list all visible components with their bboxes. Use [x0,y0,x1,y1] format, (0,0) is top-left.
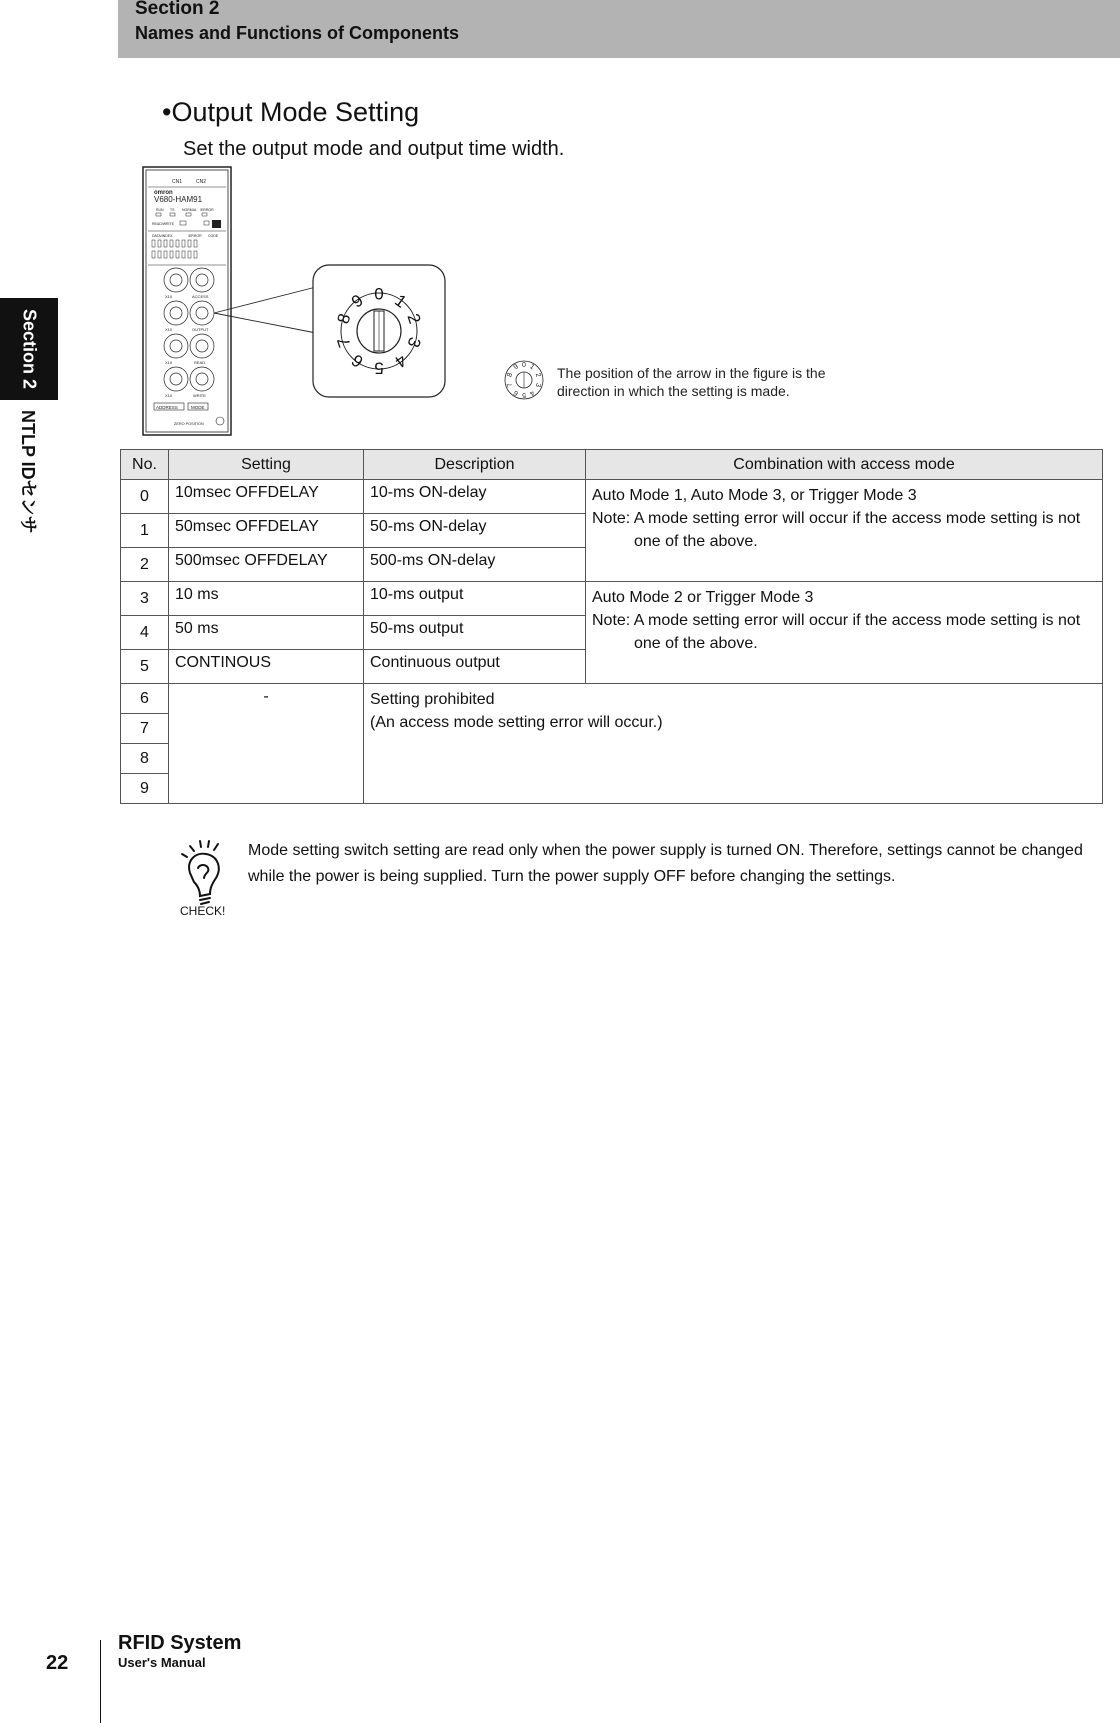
cell-no: 4 [121,616,169,650]
footer-divider [100,1640,101,1723]
indicator-run: RUN [156,208,164,212]
indicator-ts: TS [170,208,175,212]
address-label: ADDRESS [156,405,178,410]
svg-text:3: 3 [403,334,425,350]
svg-text:8: 8 [333,311,355,327]
col-header-setting: Setting [169,450,364,480]
cell-description: 500-ms ON-delay [364,548,586,582]
svg-text:9: 9 [347,290,367,312]
cn1-label: CN1 [172,179,183,185]
svg-text:5: 5 [374,358,384,378]
cell-description: 10-ms output [364,582,586,616]
indicator-error: /ERROR [200,208,214,212]
switch-label-error: /ERROR [188,234,202,238]
dial-x10-access: X10 [165,294,173,299]
cell-no: 1 [121,514,169,548]
side-tab-label: Section 2 [19,308,40,390]
header-section-label: Section 2 [135,0,220,19]
cell-description: 50-ms output [364,616,586,650]
cell-description: 50-ms ON-delay [364,514,586,548]
brand-logo: omron [154,190,173,196]
cell-no: 9 [121,774,169,804]
svg-text:2: 2 [403,311,425,327]
dial-write-label: WRITE [193,393,206,398]
combination-note: Note: A mode setting error will occur if the access mode setting is not one of the above. [592,612,1081,652]
indicator-readwrite: READ/WRITE [152,222,174,226]
page-heading: •Output Mode Setting [162,97,420,127]
check-note-text: Mode setting switch setting are read only when the power supply is turned ON. Therefore, settings cannot be changed while the power is being supplied. Turn the power supply OFF before changing the settings. [248,842,1083,885]
cell-no: 8 [121,744,169,774]
cell-no: 7 [121,714,169,744]
svg-text:5: 5 [522,391,526,399]
table-row [121,480,1103,514]
svg-text:8: 8 [506,372,515,379]
check-icon [176,838,236,918]
col-header-combination: Combination with access mode [586,450,1103,480]
cell-no: 5 [121,650,169,684]
table-header-row [121,450,1103,480]
switch-label-code: CODE [208,234,219,238]
svg-text:0: 0 [374,284,384,304]
section-header [118,0,1120,58]
cn2-label: CN2 [196,179,207,185]
device-figure [140,165,860,450]
dial-read-label: READ [194,360,206,365]
table-row [121,684,1103,714]
cell-setting: 50msec OFFDELAY [169,514,364,548]
device-model: V680-HAM91 [154,195,203,204]
svg-text:6: 6 [512,388,520,397]
side-subtitle: NTLP IDセンサ [18,410,38,534]
check-icon-label: CHECK! [180,904,226,918]
dial-x10-write: X10 [165,393,173,398]
dial-access-label: ACCESS [192,294,209,299]
table-row [121,582,1103,616]
cell-description: Continuous output [364,650,586,684]
cell-no: 3 [121,582,169,616]
prohibited-line2: (An access mode setting error will occur.) [370,714,663,731]
svg-text:2: 2 [533,372,542,379]
arrow-note: The position of the arrow in the figure is the direction in which the setting is made. [557,365,826,399]
header-subtitle: Names and Functions of Components [135,23,460,43]
intro-text: Set the output mode and output time width. [183,138,565,160]
mode-label: MODE [191,405,205,410]
svg-text:6: 6 [347,350,367,372]
cell-setting: 10 ms [169,582,364,616]
page-number: 22 [46,1652,69,1674]
svg-text:9: 9 [512,363,520,372]
col-header-no: No. [121,450,169,480]
svg-text:3: 3 [533,381,542,388]
output-mode-table [120,449,1103,804]
footer-subtitle: User's Manual [118,1655,206,1670]
combination-note: Note: A mode setting error will occur if the access mode setting is not one of the above. [592,510,1081,550]
cell-no: 0 [121,480,169,514]
combination-main: Auto Mode 1, Auto Mode 3, or Trigger Mode 3 [592,487,917,504]
cell-prohibited-description [364,684,1103,804]
svg-text:4: 4 [391,350,411,372]
cell-no: 6 [121,684,169,714]
svg-text:0: 0 [522,361,526,369]
combination-main: Auto Mode 2 or Trigger Mode 3 [592,589,814,606]
cell-setting-prohibited: - [169,684,364,804]
col-header-description: Description [364,450,586,480]
zero-position-label: ZERO POSITION [174,422,204,426]
cell-setting: 500msec OFFDELAY [169,548,364,582]
cell-setting: 50 ms [169,616,364,650]
cell-setting: 10msec OFFDELAY [169,480,364,514]
svg-text:7: 7 [506,381,515,388]
cell-combination-group2 [586,582,1103,684]
cell-combination-group1 [586,480,1103,582]
cell-description: 10-ms ON-delay [364,480,586,514]
dial-x10-output: X10 [165,327,173,332]
cell-no: 2 [121,548,169,582]
prohibited-line1: Setting prohibited [370,691,495,708]
svg-text:7: 7 [333,334,355,350]
switch-label-data: DATA/INDEX [152,234,173,238]
dial-x10-read: X10 [165,360,173,365]
dial-output-label: OUTPUT [192,327,209,332]
svg-text:4: 4 [528,388,536,397]
indicator-normal: NORMAL [182,208,197,212]
cell-setting: CONTINOUS [169,650,364,684]
side-section-tab [0,298,58,400]
svg-text:1: 1 [391,290,411,312]
footer-title: RFID System [118,1632,242,1654]
svg-text:1: 1 [528,363,536,372]
